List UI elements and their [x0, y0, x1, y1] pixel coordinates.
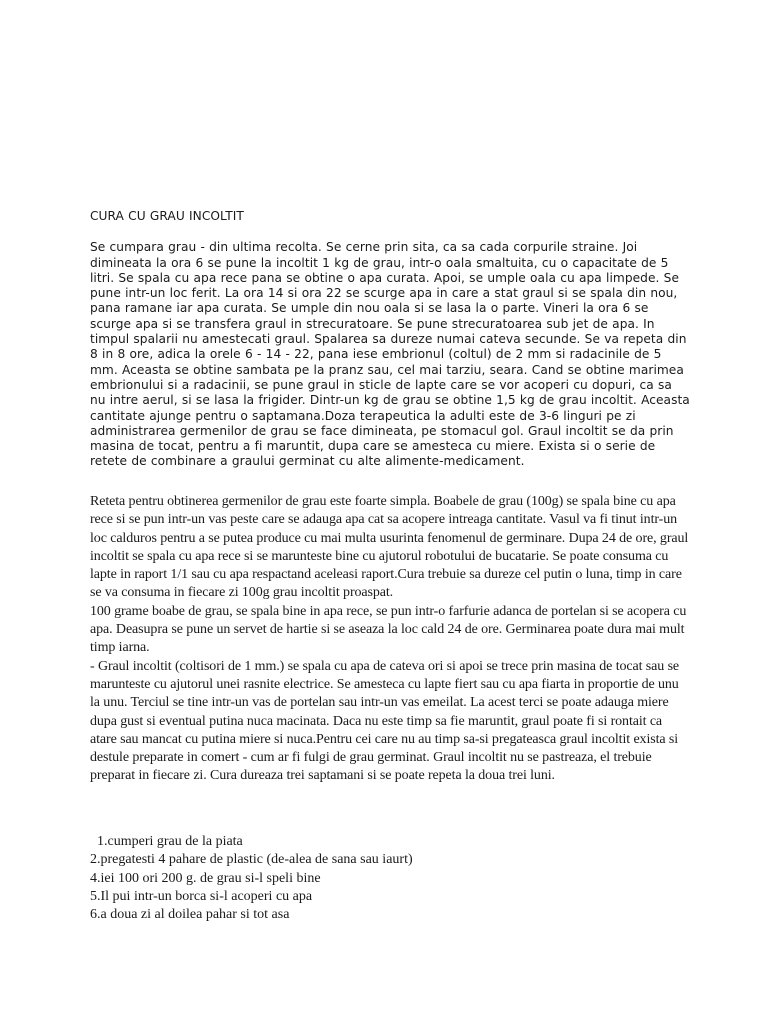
paragraph-germination-recipe: Reteta pentru obtinerea germenilor de grau este foarte simpla. Boabele de grau (100g) se spala bine cu apa rece si se pun intr-un vas peste care se adauga apa cat sa acopere intreaga cantitate. Vasul va fi tinut intr-un loc calduros pentru a se putea produce cu mai multa usurinta fenomenul de germinare. Dupa 24 de ore, graul incoltit se spala cu apa rece si se maruntestе bine cu ajutorul robotului de bucatarie. Se poate consuma cu lapte in raport 1/1 sau cu apa respactand aceleasi raport.Cura trebuie sa dureze cel putin o luna, timp in care se va consuma in fiecare zi 100g grau incoltit proaspat.: [90, 494, 689, 601]
list-item: 1.cumperi grau de la piata: [90, 834, 243, 849]
spacer: [90, 224, 690, 240]
list-item: 4.iei 100 ori 200 g. de grau si-l speli bine: [90, 870, 321, 886]
recipe-paragraphs-section: [90, 493, 690, 786]
paragraph-soaking: 100 grame boabe de grau, se spala bine in apa rece, se pun intr-o farfurie adanca de portelan si se acopera cu apa. Deasupra se pune un servet de hartie si se aseaza la loc cald 24 de ore. Germinarea poate dura mai mult timp iarna.: [90, 603, 687, 656]
intro-paragraph: Se cumpara grau - din ultima recolta. Se cerne prin sita, ca sa cada corpurile straine. Joi dimineata la ora 6 se pune la incoltit 1 kg de grau, intr-o oala smaltuita, cu o capacitate de 5 litri. Se spala cu apa rece pana se obtine o apa curata. Apoi, se umple oala cu apa limpede. Se pune intr-un loc ferit. La ora 14 si ora 22 se scurge apa in care a stat graul si se spala din nou, pana ramane iar apa curata. Se umple din nou oala si se lasa la o parte. Vineri la ora 6 se scurge apa si se transfera graul in strecuratoare. Se pune strecuratoarea sub jet de apa. In timpul spalarii nu amestecati graul. Spalarea sa dureze numai cateva secunde. Se va repeta din 8 in 8 ore, adica la orele 6 - 14 - 22, pana iese embrionul (coltul) de 2 mm si radacinile de 5 mm. Aceasta se obtine sambata pe la pranz sau, cel mai tarziu, seara. Cand se obtine marimea embrionului si a radacinii, se pune graul in sticle de lapte care se vor acoperi cu dopuri, ca sa nu intre aerul, si se lasa la frigider. Dintr-un kg de grau se obtine 1,5 kg de grau incoltit. Aceasta cantitate ajunge pentru o saptamana.Doza terapeutica la adulti este de 3-6 linguri pe zi administrarea germenilor de grau se face dimineata, pe stomacul gol. Graul incoltit se da prin masina de tocat, pentru a fi maruntit, dupa care se amesteca cu miere. Exista si o serie de retete de combinare a graului germinat cu alte alimente-medicament.: [90, 240, 690, 469]
list-item: 6.a doua zi al doilea pahar si tot asa: [90, 907, 290, 923]
document-title: CURA CU GRAU INCOLTIT: [90, 209, 244, 223]
steps-list: [90, 833, 690, 924]
list-item: 5.Il pui intr-un borca si-l acoperi cu apa: [90, 888, 313, 904]
paragraph-preparation: - Graul incoltit (coltisori de 1 mm.) se spala cu apa de cateva ori si apoi se trece prin masina de tocat sau se maruntestе cu ajutorul unei rasnite electrice. Se amesteca cu lapte fiert sau cu apa fiarta in proportie de unu la unu. Terciul se tine intr-un vas de portelan sau intr-un vas emeilat. La acest terci se poate adauga miere dupa gust si eventual putina nuca macinata. Daca nu este timp sa fie maruntit, graul poate fi si rontait ca atare sau mancat cu putina miere si nuca.Pentru cei care nu au timp sa-si pregateasca graul incoltit exista si destule preparate in comert - cum ar fi fulgi de grau germinat. Graul incoltit nu se pastreaza, el trebuie preparat in fiecare zi. Cura dureaza trei saptamani si se poate repeta la doua trei luni.: [90, 658, 680, 784]
list-item: 2.pregatesti 4 pahare de plastic (de-alea de sana sau iaurt): [90, 852, 413, 868]
recipe-intro-section: [90, 209, 690, 470]
